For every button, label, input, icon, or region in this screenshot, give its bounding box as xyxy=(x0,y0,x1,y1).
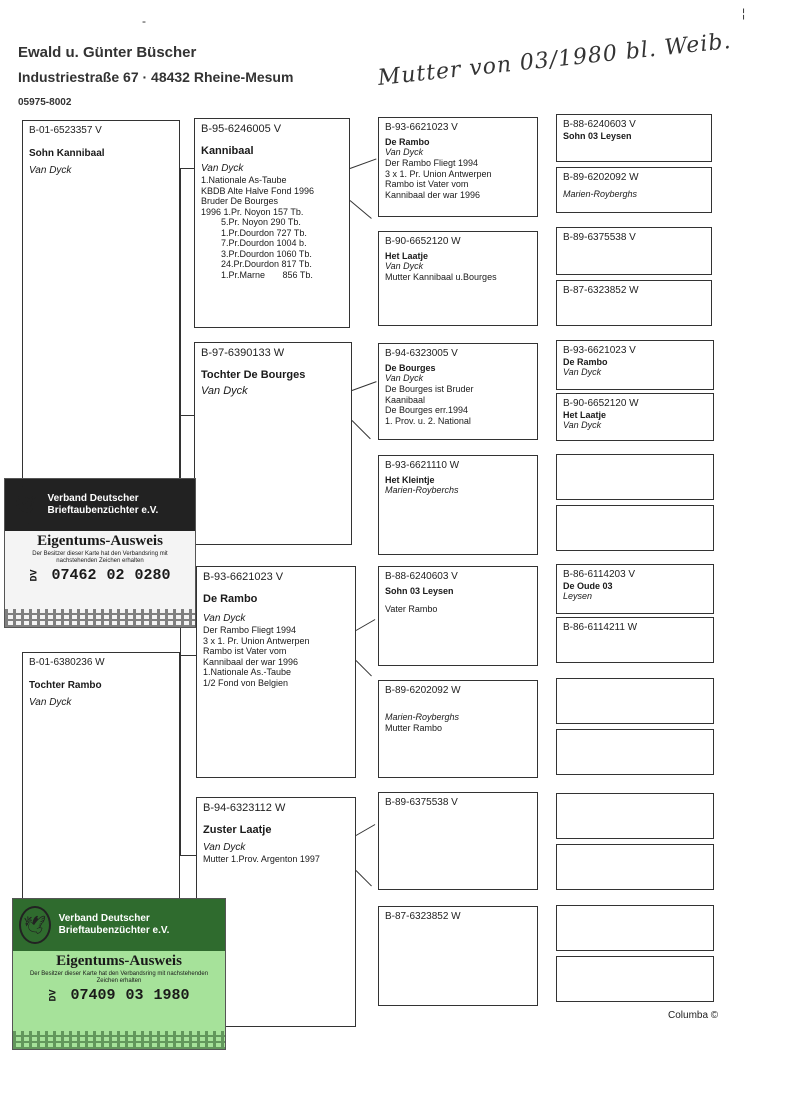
breeder-name: Van Dyck xyxy=(201,385,248,397)
ring-number: B-90-6652120 W xyxy=(385,236,461,247)
pedigree-box-ggp-7 xyxy=(556,454,714,500)
pigeon-name: Het Laatje xyxy=(385,251,429,261)
pedigree-box-ggp-13 xyxy=(556,793,714,839)
dove-logo-icon: 🕊 xyxy=(19,906,51,944)
pedigree-box-gp-2 xyxy=(378,231,538,326)
pigeon-notes: Der Rambo Fliegt 1994 3 x 1. Pr. Union Antwerpen Rambo ist Vater vom Kannibaal der war 1996 xyxy=(385,158,492,200)
connector-line xyxy=(350,200,372,219)
owner-address: Industriestraße 67 · 48432 Rheine-Mesum xyxy=(18,69,294,85)
ring-number: B-94-6323005 V xyxy=(385,348,458,359)
pigeon-notes: De Bourges ist Bruder Kaanibaal De Bourges err.1994 1. Prov. u. 2. National xyxy=(385,384,474,426)
connector-line xyxy=(180,168,194,169)
pigeon-notes: Mutter 1.Prov. Argenton 1997 xyxy=(203,854,320,864)
card-header xyxy=(13,899,225,951)
pigeon-name: Sohn Kannibaal xyxy=(29,148,105,159)
card-serial: 1980 xyxy=(153,987,190,1004)
pedigree-box-ggp-9 xyxy=(556,564,714,614)
ring-number: B-94-6323112 W xyxy=(203,802,286,814)
breeder-name: Van Dyck xyxy=(201,163,244,174)
card-fine-print: Der Besitzer dieser Karte hat den Verbandsring mit nachstehenden Zeichen erhalten xyxy=(29,971,209,984)
owner-phone: 05975-8002 xyxy=(18,97,72,108)
breeder-name: Van Dyck xyxy=(29,697,72,708)
breeder-name: Van Dyck xyxy=(203,613,246,624)
pedigree-box-subject-2 xyxy=(22,652,180,902)
breeder-name: Leysen xyxy=(563,591,593,601)
pigeon-name: De Bourges xyxy=(385,363,436,373)
pedigree-box-ggp-10 xyxy=(556,617,714,663)
card-serial: 0280 xyxy=(134,567,171,584)
ring-number: B-89-6375538 V xyxy=(385,797,458,808)
pedigree-box-dam xyxy=(194,342,352,545)
ownership-card xyxy=(4,478,196,628)
pigeon-name: De Rambo xyxy=(203,593,258,605)
pigeon-notes: 1.Nationale As-Taube KBDB Alte Halve Fond 1996 Bruder De Bourges 1996 1.Pr. Noyon 157 Tb. 5.Pr. Noyon 290 Tb. 1.Pr.Dourdon 727 Tb. 7.Pr.Dourdon 1004 b. 3.Pr.Dourdon 1060 Tb. 24.Pr.Dourdon 817 Tb. 1.Pr.Marne 856 Tb. xyxy=(201,175,315,280)
breeder-name: Van Dyck xyxy=(29,165,72,176)
connector-line xyxy=(350,158,377,169)
margin-mark: ¦ xyxy=(742,6,746,20)
connector-line xyxy=(180,855,196,856)
pigeon-name: De Rambo xyxy=(385,137,430,147)
ring-number: B-88-6240603 V xyxy=(563,119,636,130)
pigeon-name: De Oude 03 xyxy=(563,581,613,591)
pigeon-name: Het Laatje xyxy=(563,410,607,420)
pigeon-name: Zuster Laatje xyxy=(203,824,272,836)
card-dv: DV xyxy=(29,569,41,582)
connector-line xyxy=(352,381,377,391)
pigeon-notes: Mutter Kannibaal u.Bourges xyxy=(385,272,497,282)
ring-number: B-90-6652120 W xyxy=(563,398,639,409)
connector-line xyxy=(180,415,194,416)
ring-number: B-89-6375538 V xyxy=(563,232,636,243)
connector-line xyxy=(356,660,372,676)
pedigree-box-ggp-1 xyxy=(556,114,712,162)
connector-line xyxy=(352,420,371,439)
card-pattern xyxy=(13,1031,225,1049)
pedigree-box-ggp-6 xyxy=(556,393,714,441)
pigeon-notes: Der Rambo Fliegt 1994 3 x 1. Pr. Union Antwerpen Rambo ist Vater vom Kannibaal der war 1996 1.Nationale As.-Taube 1/2 Fond von Belgien xyxy=(203,625,310,688)
ring-number: B-93-6621023 V xyxy=(563,345,636,356)
owner-name: Ewald u. Günter Büscher xyxy=(18,44,197,61)
handwritten-note: Mutter von 03/1980 bl. Weib. xyxy=(376,28,733,91)
pedigree-box-ggp-2 xyxy=(556,167,712,213)
ownership-card xyxy=(12,898,226,1050)
pedigree-box-ggp-8 xyxy=(556,505,714,551)
card-number: 07409 xyxy=(70,987,116,1004)
ring-number: B-89-6202092 W xyxy=(563,172,639,183)
card-title: Eigentums-Ausweis xyxy=(37,533,163,549)
ring-number: B-93-6621110 W xyxy=(385,460,460,471)
card-association: Verband Deutscher Brieftaubenzüchter e.V. xyxy=(47,493,159,516)
card-dv: DV xyxy=(48,989,60,1002)
connector-line xyxy=(356,824,376,836)
card-number: 07462 xyxy=(51,567,97,584)
footer-brand: Columba © xyxy=(668,1010,719,1021)
pedigree-box-ggp-16 xyxy=(556,956,714,1002)
breeder-name: Van Dyck xyxy=(563,420,602,430)
pedigree-box-ggp-3 xyxy=(556,227,712,275)
ring-number: B-86-6114211 W xyxy=(563,622,638,633)
breeder-name: Marien-Royberchs xyxy=(385,485,459,495)
pedigree-box-ggp-15 xyxy=(556,905,714,951)
pigeon-name: Kannibaal xyxy=(201,145,254,157)
pedigree-box-ggp-14 xyxy=(556,844,714,890)
pedigree-box-sire-2 xyxy=(196,566,356,778)
pedigree-box-ggp-5 xyxy=(556,340,714,390)
pigeon-name: Tochter De Bourges xyxy=(201,369,306,381)
breeder-name: Van Dyck xyxy=(385,147,424,157)
card-header xyxy=(5,479,195,531)
breeder-name: Van Dyck xyxy=(385,373,424,383)
card-fine-print: Der Besitzer dieser Karte hat den Verbandsring mit nachstehenden Zeichen erhalten xyxy=(32,551,168,564)
pigeon-name: Het Kleintje xyxy=(385,475,435,485)
ring-number: B-89-6202092 W xyxy=(385,685,461,696)
pedigree-box-gp-5 xyxy=(378,566,538,666)
breeder-name: Van Dyck xyxy=(385,261,424,271)
breeder-name: Van Dyck xyxy=(563,367,602,377)
card-year: 02 xyxy=(106,567,125,584)
ring-number: B-93-6621023 V xyxy=(385,122,458,133)
ring-number: B-86-6114203 V xyxy=(563,569,636,580)
pedigree-box-gp-7 xyxy=(378,792,538,890)
pedigree-box-sire xyxy=(194,118,350,328)
pedigree-box-gp-3 xyxy=(378,343,538,440)
pigeon-name: Tochter Rambo xyxy=(29,680,102,691)
pigeon-name: De Rambo xyxy=(563,357,608,367)
ring-number: B-87-6323852 W xyxy=(563,285,639,296)
ring-number: B-01-6523357 V xyxy=(29,125,102,136)
connector-line xyxy=(180,655,196,656)
pedigree-box-ggp-12 xyxy=(556,729,714,775)
card-pattern xyxy=(5,609,195,627)
margin-mark: - xyxy=(142,14,146,28)
breeder-name: Van Dyck xyxy=(203,842,246,853)
pigeon-notes: Vater Rambo xyxy=(385,604,438,614)
pedigree-box-ggp-11 xyxy=(556,678,714,724)
pedigree-box-gp-6 xyxy=(378,680,538,778)
ring-number: B-88-6240603 V xyxy=(385,571,458,582)
dove-logo-icon: 🕊 xyxy=(11,486,40,524)
card-title: Eigentums-Ausweis xyxy=(56,953,182,969)
pedigree-box-gp-4 xyxy=(378,455,538,555)
breeder-name: Marien-Royberghs xyxy=(563,189,638,199)
ring-number: B-95-6246005 V xyxy=(201,123,282,135)
ring-number: B-87-6323852 W xyxy=(385,911,461,922)
ring-number: B-93-6621023 V xyxy=(203,571,284,583)
pigeon-name: Sohn 03 Leysen xyxy=(385,586,454,596)
ring-number: B-01-6380236 W xyxy=(29,657,105,668)
card-association: Verband Deutscher Brieftaubenzüchter e.V. xyxy=(58,913,170,936)
connector-line xyxy=(356,870,372,886)
pigeon-notes: Mutter Rambo xyxy=(385,723,443,733)
ring-number: B-97-6390133 W xyxy=(201,347,285,359)
pedigree-box-gp-8 xyxy=(378,906,538,1006)
connector-line xyxy=(356,619,376,631)
card-year: 03 xyxy=(125,987,144,1004)
breeder-name: Marien-Royberghs xyxy=(385,712,460,722)
pedigree-box-gp-1 xyxy=(378,117,538,217)
pigeon-name: Sohn 03 Leysen xyxy=(563,131,632,141)
pedigree-box-ggp-4 xyxy=(556,280,712,326)
